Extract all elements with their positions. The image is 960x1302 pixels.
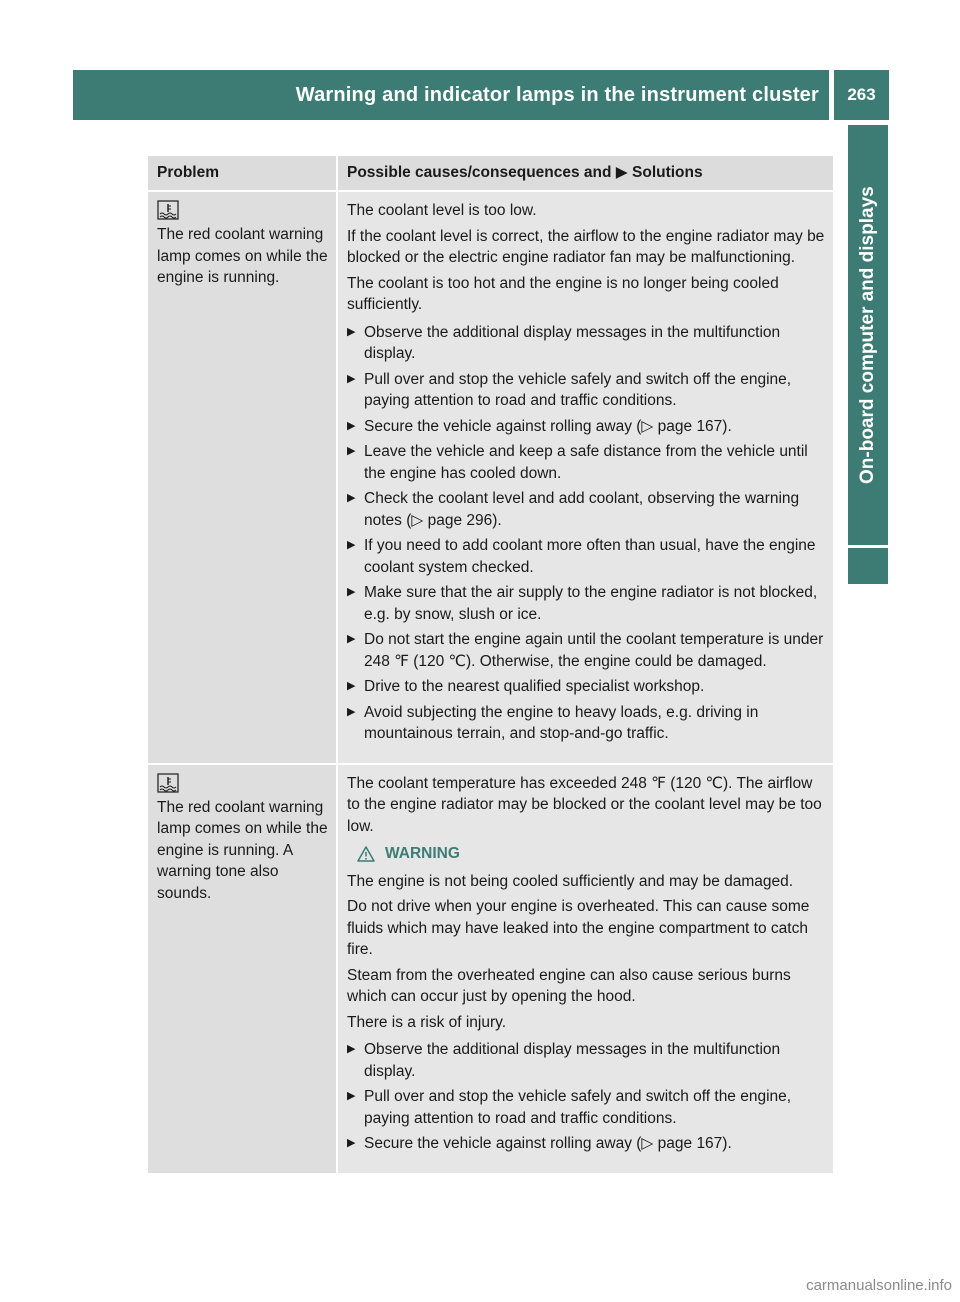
header-bar xyxy=(73,70,829,120)
solution-step: ▶ Make sure that the air supply to the engine radiator is not blocked, e.g. by snow, slush or ice. xyxy=(347,582,827,625)
page-number: 263 xyxy=(847,85,876,104)
problem-text: The red coolant warning lamp comes on while the engine is running. xyxy=(157,226,328,286)
solution-step: ▶ Secure the vehicle against rolling away (▷ page 167). xyxy=(347,1133,827,1155)
table-header xyxy=(148,156,833,190)
table-row xyxy=(148,190,833,763)
step-arrow-icon: ▶ xyxy=(347,680,356,692)
watermark: carmanualsonline.info xyxy=(806,1277,952,1294)
step-arrow-icon: ▶ xyxy=(347,325,356,338)
page-number-box xyxy=(834,70,889,120)
solution-step: ▶ Do not start the engine again until the coolant temperature is under 248 ℉ (120 ℃). Otherwise, the engine could be damaged. xyxy=(347,629,827,672)
warning-label: WARNING xyxy=(385,845,460,862)
solution-step: ▶ Check the coolant level and add coolant, observing the warning notes (▷ page 296). xyxy=(347,488,827,531)
step-arrow-icon: ▶ xyxy=(347,445,356,457)
problem-cell xyxy=(148,765,336,1173)
side-tab-label: On-board computer and displays xyxy=(857,186,878,484)
coolant-temperature-icon xyxy=(157,200,179,220)
step-arrow-icon: ▶ xyxy=(347,372,356,385)
warning-triangle-icon xyxy=(357,846,375,862)
step-arrow-icon: ▶ xyxy=(347,419,356,432)
solution-step: ▶ Secure the vehicle against rolling away (▷ page 167). xyxy=(347,416,827,438)
step-arrow-icon: ▶ xyxy=(347,586,356,598)
cause-text: The coolant is too hot and the engine is no longer being cooled sufficiently. xyxy=(347,274,779,313)
side-marker xyxy=(848,548,888,584)
step-arrow-icon: ▶ xyxy=(347,633,356,645)
step-arrow-icon: ▶ xyxy=(347,539,356,551)
cause-text: If the coolant level is correct, the airflow to the engine radiator may be blocked or the electric engine radiator fan may be malfunctioning. xyxy=(347,227,825,266)
warning-text: Steam from the overheated engine can also cause serious burns which can occur just by opening the hood. xyxy=(347,966,791,1005)
solution-step: ▶ Leave the vehicle and keep a safe distance from the vehicle until the engine has cooled down. xyxy=(347,441,827,484)
solution-step: ▶ Observe the additional display messages in the multifunction display. xyxy=(347,1039,827,1082)
solution-step: ▶ Pull over and stop the vehicle safely and switch off the engine, paying attention to road and traffic conditions. xyxy=(347,369,827,412)
coolant-temperature-icon xyxy=(157,773,179,793)
solution-step: ▶ Drive to the nearest qualified specialist workshop. xyxy=(347,676,827,698)
solution-step: ▶ Pull over and stop the vehicle safely and switch off the engine, paying attention to road and traffic conditions. xyxy=(347,1086,827,1129)
solution-step: ▶ Observe the additional display messages in the multifunction display. xyxy=(347,322,827,365)
step-arrow-icon: ▶ xyxy=(347,1090,356,1102)
cause-text: The coolant level is too low. xyxy=(347,202,537,219)
step-arrow-icon: ▶ xyxy=(347,705,356,718)
solution-step: ▶ If you need to add coolant more often than usual, have the engine coolant system checked. xyxy=(347,535,827,578)
cause-text: The coolant temperature has exceeded 248 ℉ (120 ℃). The airflow to the engine radiator may be blocked or the coolant level may be too low. xyxy=(347,774,822,835)
warning-text: The engine is not being cooled sufficiently and may be damaged. xyxy=(347,872,794,890)
solution-cell xyxy=(336,192,833,763)
problem-cell xyxy=(148,192,336,763)
column-header-problem: Problem xyxy=(157,164,220,182)
step-arrow-icon: ▶ xyxy=(347,1137,356,1149)
warning-lamp-table xyxy=(148,156,833,1173)
page-title: Warning and indicator lamps in the instrument cluster xyxy=(295,83,819,106)
solution-step: ▶ Avoid subjecting the engine to heavy loads, e.g. driving in mountainous terrain, and stop-and-go traffic. xyxy=(347,702,827,745)
warning-text: Do not drive when your engine is overheated. This can cause some fluids which may have leaked into the engine compartment to catch fire. xyxy=(347,898,810,958)
table-row xyxy=(148,763,833,1173)
solution-cell xyxy=(336,765,833,1173)
warning-text: There is a risk of injury. xyxy=(347,1013,507,1031)
step-arrow-icon: ▶ xyxy=(347,1043,356,1055)
warning-heading xyxy=(357,843,827,865)
column-header-solution: Possible causes/consequences and ▶ Solutions xyxy=(336,156,833,190)
problem-text: The red coolant warning lamp comes on while the engine is running. A warning tone also sounds. xyxy=(157,798,328,902)
step-arrow-icon: ▶ xyxy=(347,492,356,504)
